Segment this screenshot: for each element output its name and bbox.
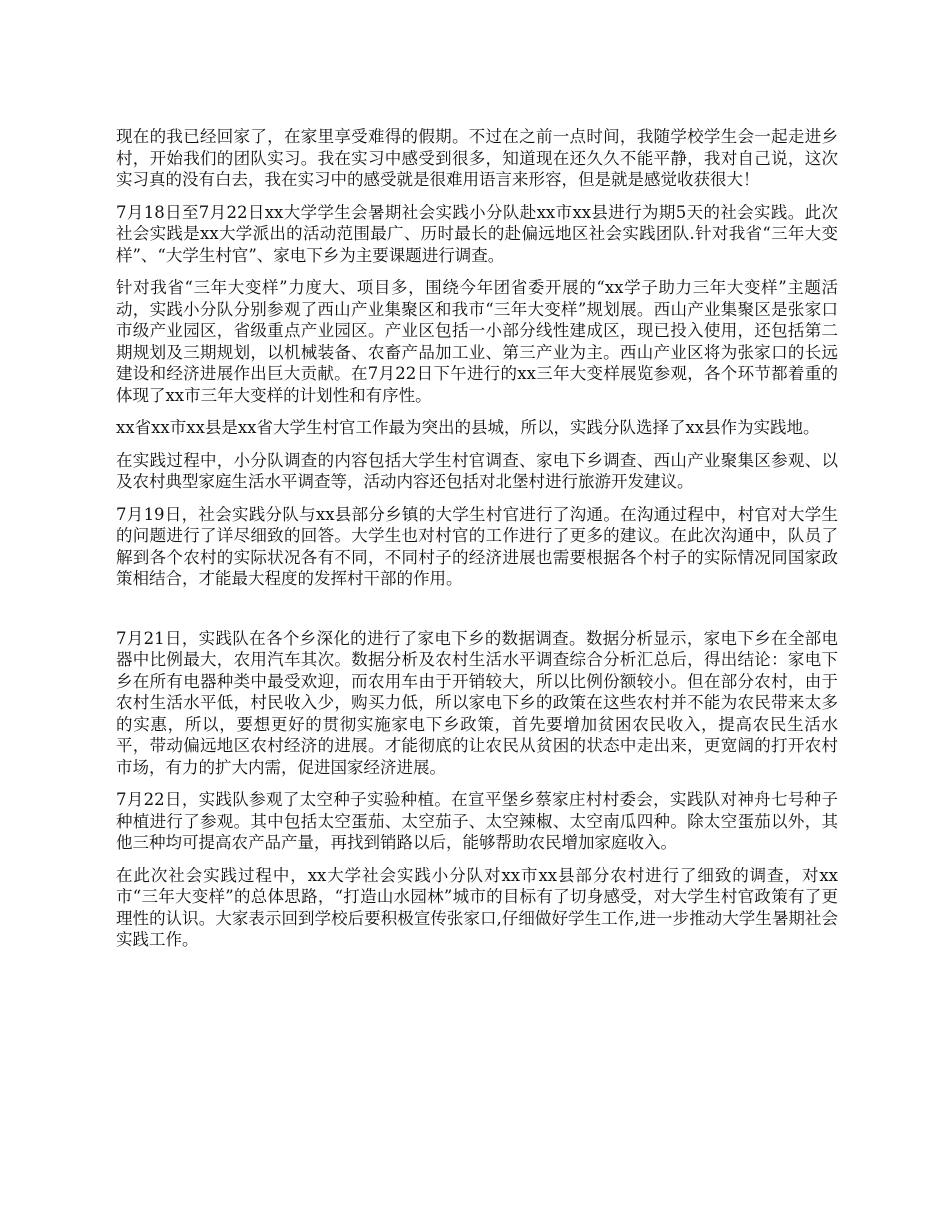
- paragraph-july-21: 7月21日，实践队在各个乡深化的进行了家电下乡的数据调查。数据分析显示，家电下乡在全部电器中比例最大，农用汽车其次。数据分析及农村生活水平调查综合分析汇总后，得出结论：家电下乡在所有电器种类中最受欢迎，而农用车由于开销较大，所以比例份额较小。但在部分农村，由于农村生活水平低，村民收入少，购买力低，所以家电下乡的政策在这些农村并不能为农民带来太多的实惠，所以，要想更好的贯彻实施家电下乡政策，首先要增加贫困农民收入，提高农民生活水平，带动偏远地区农村经济的进展。才能彻底的让农民从贫困的状态中走出来，更宽阔的打开农村市场，有力的扩大内需，促进国家经济进展。: [116, 628, 838, 777]
- paragraph-july-22: 7月22日，实践队参观了太空种子实验种植。在宣平堡乡蔡家庄村村委会，实践队对神舟七号种子种植进行了参观。其中包括太空蛋茄、太空茄子、太空辣椒、太空南瓜四种。除太空蛋茄以外，其他三种均可提高农产品产量，再找到销路以后，能够帮助农民增加家庭收入。: [116, 790, 838, 852]
- paragraph-overview: 7月18日至7月22日xx大学学生会暑期社会实践小分队赴xx市xx县进行为期5天的社会实践。此次社会实践是xx大学派出的活动范围最广、历时最长的赴偏远地区社会实践团队.针对我省“三年大变样”、“大学生村官”、家电下乡为主要课题进行调查。: [116, 202, 838, 265]
- paragraph-location: xx省xx市xx县是xx省大学生村官工作最为突出的县城，所以，实践分队选择了xx县作为实践地。: [116, 418, 820, 437]
- paragraph-july-19: 7月19日，社会实践分队与xx县部分乡镇的大学生村官进行了沟通。在沟通过程中，村官对大学生的问题进行了详尽细致的回答。大学生也对村官的工作进行了更多的建议。在此次沟通中，队员了解到各个农村的实际状况各有不同，不同村子的经济进展也需要根据各个村子的实际情况同国家政策相结合，才能最大程度的发挥村干部的作用。: [116, 504, 838, 588]
- paragraph-xishan-visit: 针对我省“三年大变样”力度大、项目多，围绕今年团省委开展的“xx学子助力三年大变样”主题活动，实践小分队分别参观了西山产业集聚区和我市“三年大变样”规划展。西山产业集聚区是张家口市级产业园区，省级重点产业园区。产业区包括一小部分线性建成区，现已投入使用，还包括第二期规划及三期规划，以机械装备、农畜产品加工业、第三产业为主。西山产业区将为张家口的长远建设和经济进展作出巨大贡献。在7月22日下午进行的xx三年大变样展览参观，各个环节都着重的体现了xx市三年大变样的计划性和有序性。: [116, 278, 838, 405]
- paragraph-intro: 现在的我已经回家了，在家里享受难得的假期。不过在之前一点时间，我随学校学生会一起走进乡村，开始我们的团队实习。我在实习中感受到很多，知道现在还久久不能平静，我对自己说，这次实习真的没有白去，我在实习中的感受就是很难用语言来形容，但是就是感觉收获很大！: [116, 127, 838, 189]
- document-body: [116, 126, 838, 962]
- paragraph-survey-content: 在实践过程中，小分队调查的内容包括大学生村官调查、家电下乡调查、西山产业聚集区参观、以及农村典型家庭生活水平调查等，活动内容还包括对北堡村进行旅游开发建议。: [116, 450, 838, 491]
- paragraph-conclusion: 在此次社会实践过程中，xx大学社会实践小分队对xx市xx县部分农村进行了细致的调查，对xx市“三年大变样”的总体思路，“打造山水园林”城市的目标有了切身感受，对大学生村官政策有了更理性的认识。大家表示回到学校后要积极宣传张家口,仔细做好学生工作,进一步推动大学生暑期社会实践工作。: [116, 865, 838, 949]
